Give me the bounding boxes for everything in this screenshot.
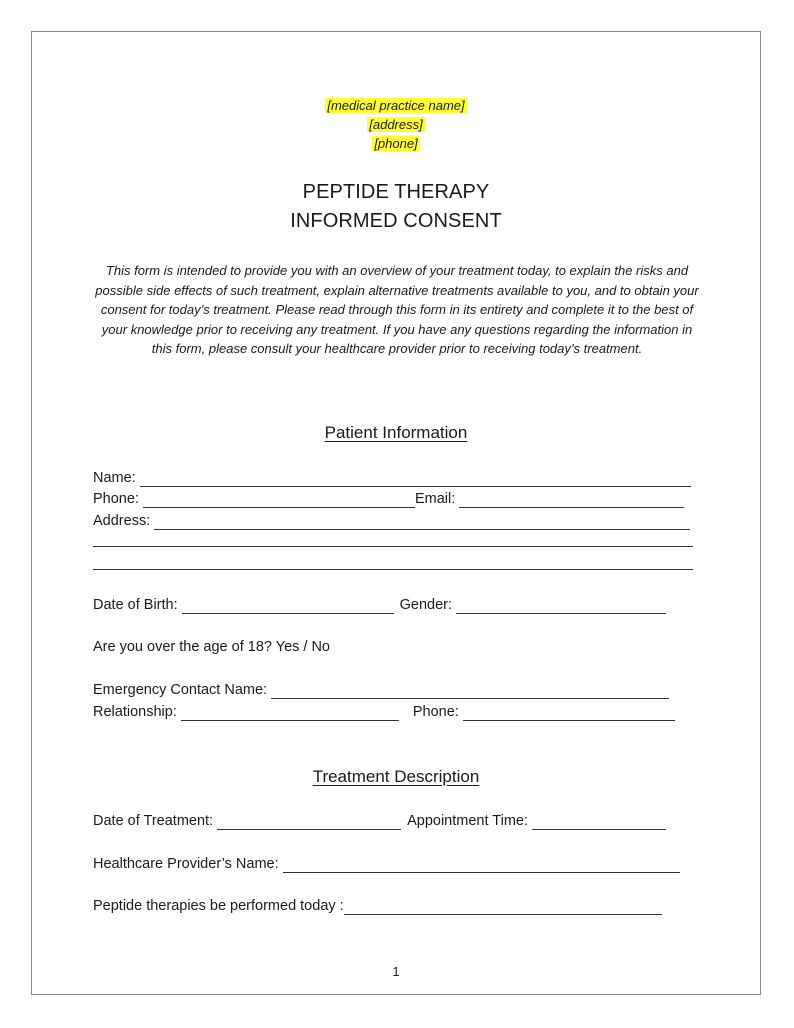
email-label: Email: xyxy=(414,491,456,507)
treatment-date-row xyxy=(93,813,666,830)
dob-gender-row xyxy=(93,597,666,614)
name-row xyxy=(93,470,691,487)
peptide-label: Peptide therapies be performed today : xyxy=(93,898,344,914)
emergency-phone-field[interactable] xyxy=(463,706,675,721)
provider-row xyxy=(93,856,680,873)
practice-address: [address] xyxy=(369,117,423,132)
practice-phone: [phone] xyxy=(374,136,418,151)
practice-header xyxy=(32,96,760,153)
email-field[interactable] xyxy=(459,493,684,508)
emergency-contact-field[interactable] xyxy=(271,684,669,699)
gender-label: Gender: xyxy=(399,597,453,613)
dob-field[interactable] xyxy=(182,599,394,614)
address-line-2[interactable] xyxy=(93,546,693,547)
appointment-time-label: Appointment Time: xyxy=(407,813,528,829)
age-question[interactable]: Are you over the age of 18? Yes / No xyxy=(93,639,330,655)
peptide-row xyxy=(93,898,662,915)
title-line-2: INFORMED CONSENT xyxy=(290,210,502,232)
address-label: Address: xyxy=(93,513,151,529)
treatment-date-field[interactable] xyxy=(217,815,401,830)
treatment-date-label: Date of Treatment: xyxy=(93,813,214,829)
page-number: 1 xyxy=(392,964,400,979)
phone-label: Phone: xyxy=(93,491,139,507)
relationship-label: Relationship: xyxy=(93,704,177,720)
peptide-field[interactable] xyxy=(344,900,662,915)
address-row xyxy=(93,513,690,530)
name-field[interactable] xyxy=(140,472,691,487)
dob-label: Date of Birth: xyxy=(93,597,178,613)
emergency-contact-row xyxy=(93,682,669,699)
phone-field[interactable] xyxy=(143,493,415,508)
title-line-1: PEPTIDE THERAPY xyxy=(302,181,490,203)
provider-label: Healthcare Provider’s Name: xyxy=(93,856,279,872)
emergency-phone-label: Phone: xyxy=(412,704,459,720)
phone-email-row xyxy=(93,491,684,508)
name-label: Name: xyxy=(93,470,136,486)
provider-field[interactable] xyxy=(283,858,680,873)
page-title xyxy=(32,178,760,236)
relationship-field[interactable] xyxy=(181,706,399,721)
practice-name: [medical practice name] xyxy=(327,98,465,113)
address-line-3[interactable] xyxy=(93,569,693,570)
gender-field[interactable] xyxy=(456,599,666,614)
intro-paragraph: This form is intended to provide you with an overview of your treatment today, to explain the risks and possible side effects of such treatment, explain alternative treatments available to you, and to obtain your consent for today’s treatment. Please read through this form in its entirety and complete it to the best of your knowledge prior to receiving any treatment. If you have any questions regarding the information in this form, please consult your healthcare provider prior to receiving today’s treatment. xyxy=(95,263,699,356)
patient-info-heading: Patient Information xyxy=(324,423,468,442)
document-page xyxy=(31,31,761,995)
appointment-time-field[interactable] xyxy=(532,815,666,830)
address-field[interactable] xyxy=(154,515,690,530)
emergency-contact-label: Emergency Contact Name: xyxy=(93,682,268,698)
relationship-phone-row xyxy=(93,704,675,721)
treatment-heading: Treatment Description xyxy=(312,767,480,786)
